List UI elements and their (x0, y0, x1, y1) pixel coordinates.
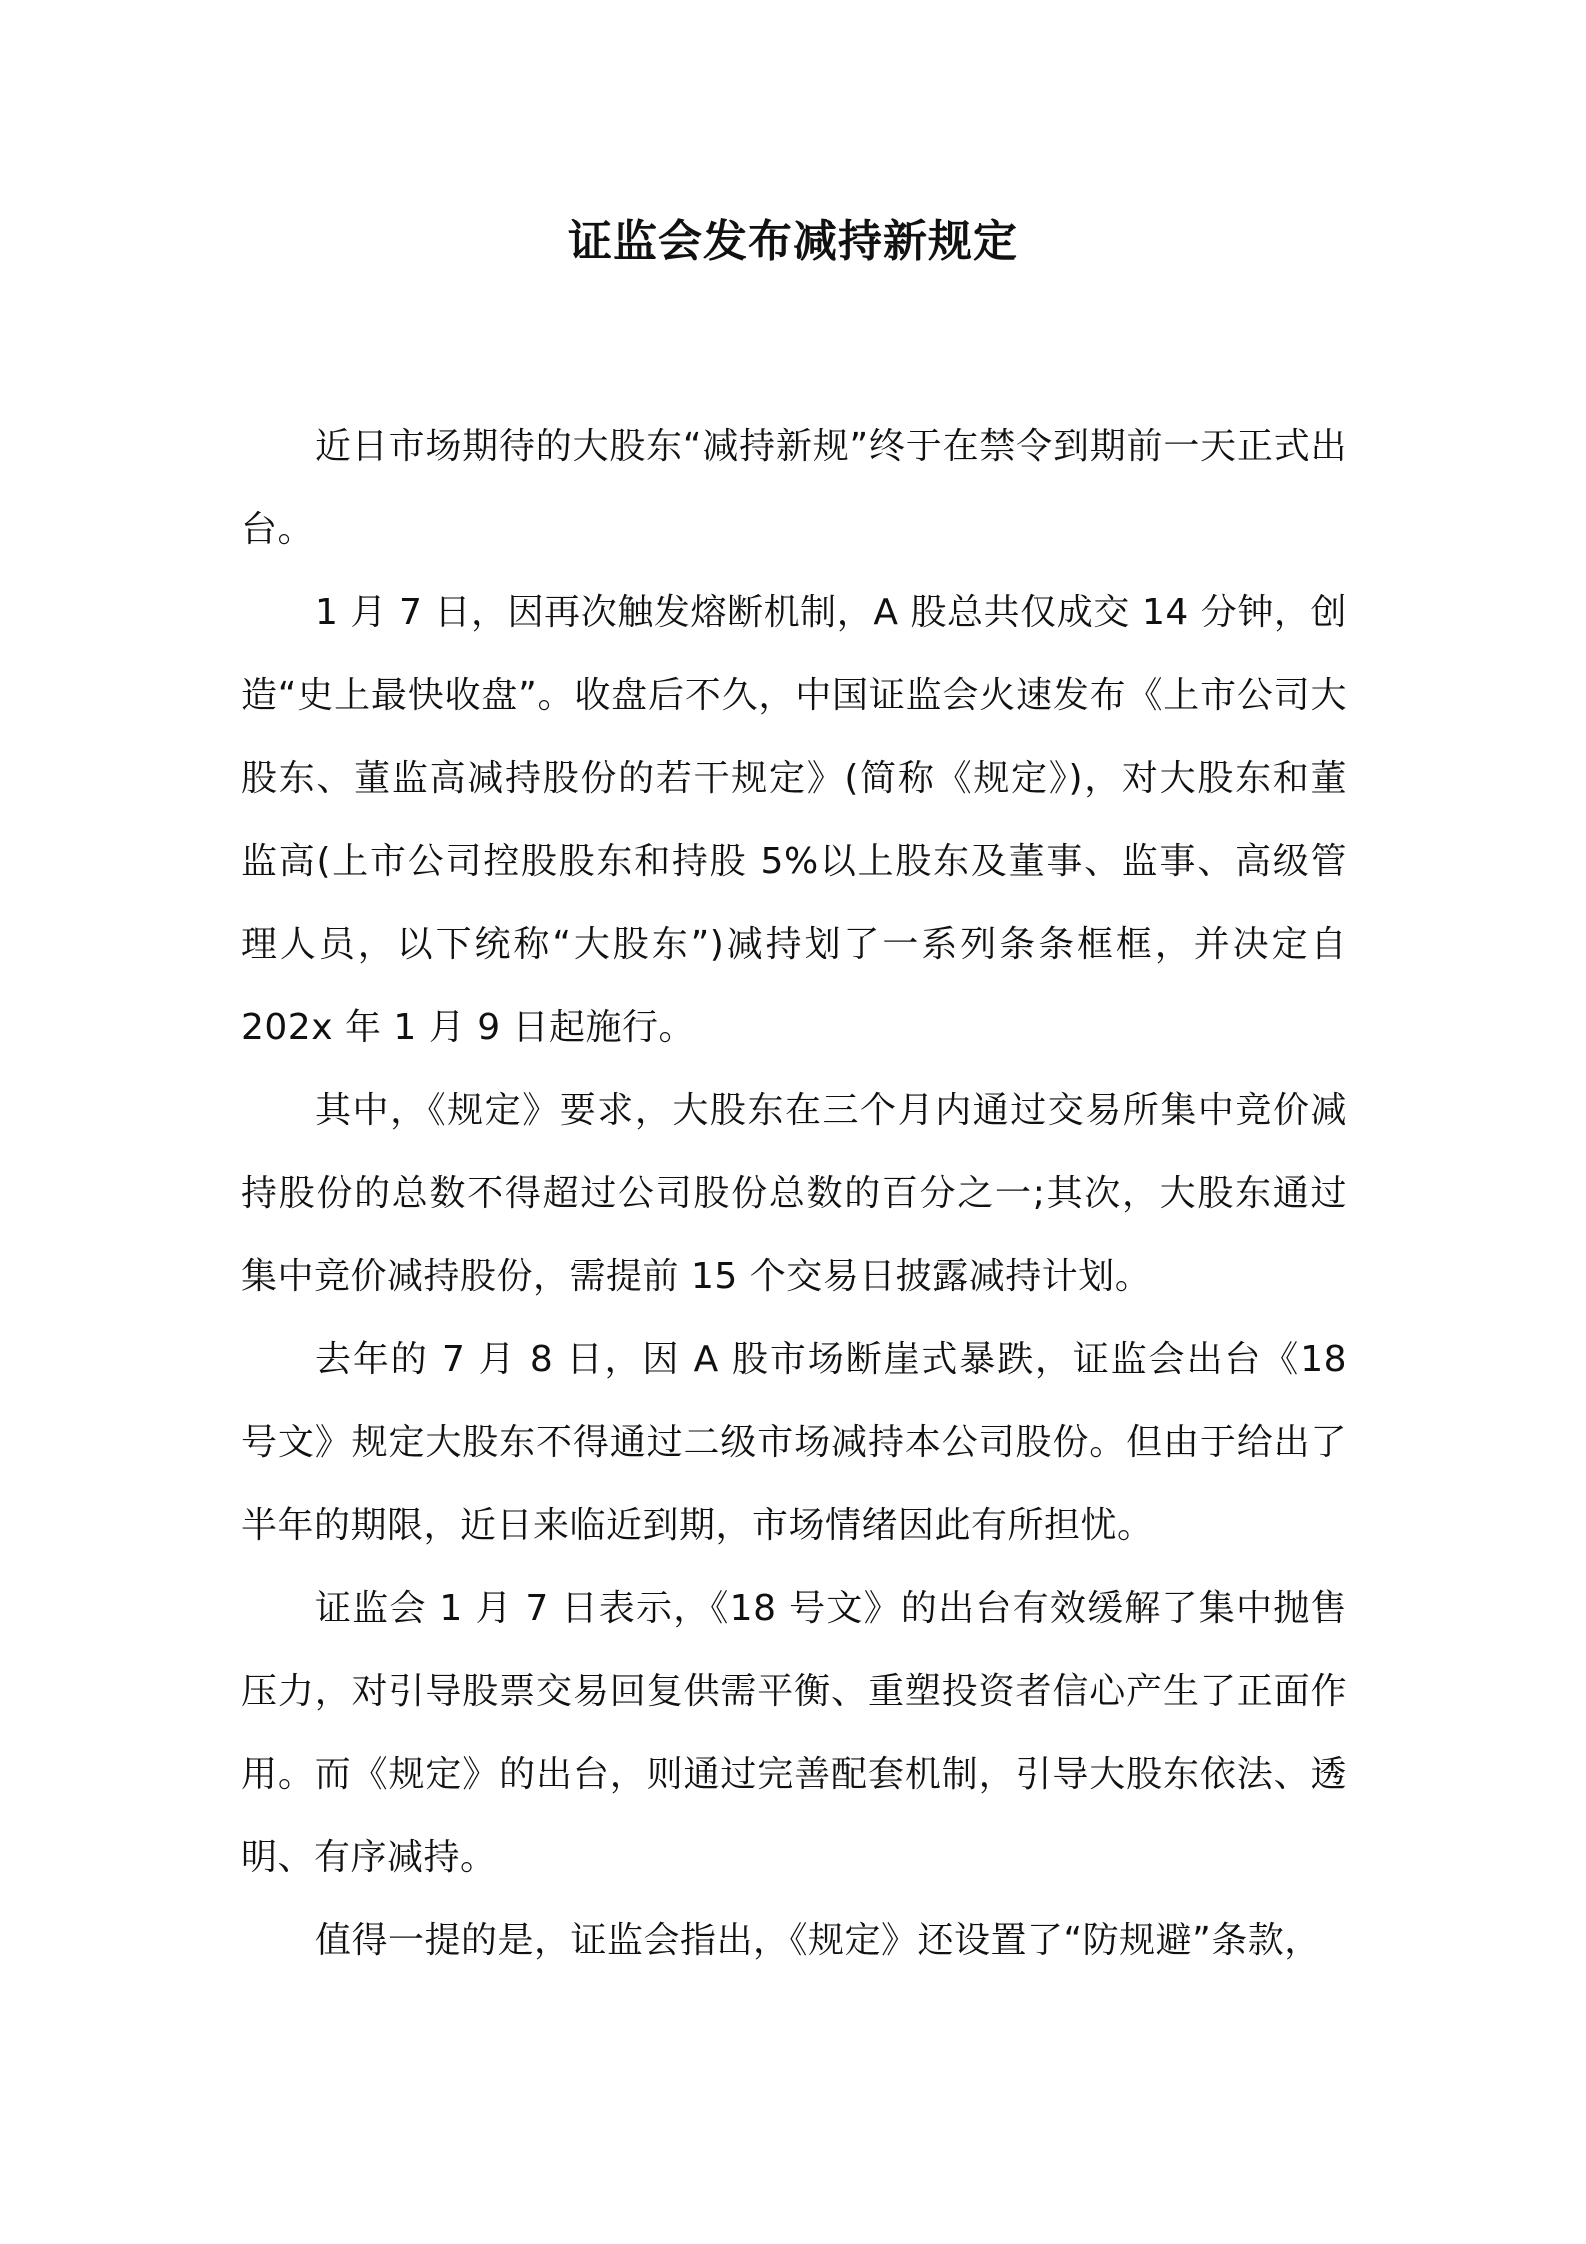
paragraph: 近日市场期待的大股东“减持新规”终于在禁令到期前一天正式出台。 (241, 426, 1347, 550)
document-title: 证监会发布减持新规定 (568, 216, 1018, 267)
paragraph: 1 月 7 日，因再次触发熔断机制，A 股总共仅成交 14 分钟，创造“史上最快收盘”。收盘后不久，中国证监会火速发布《上市公司大股东、董监高减持股份的若干规定》(简称《规定》)，对大股东和董监高(上市公司控股股东和持股 5%以上股东及董事、监事、高级管理人员，以下统称“大股东”)减持划了一系列条条框框，并决定自 202x 年 1 月 9 日起施行。 (241, 592, 1347, 1048)
paragraph: 证监会 1 月 7 日表示，《18 号文》的出台有效缓解了集中抛售压力，对引导股票交易回复供需平衡、重塑投资者信心产生了正面作用。而《规定》的出台，则通过完善配套机制，引导大股东依法、透明、有序减持。 (241, 1588, 1347, 1878)
document-body (241, 405, 1347, 1982)
paragraph: 去年的 7 月 8 日，因 A 股市场断崖式暴跌，证监会出台《18 号文》规定大股东不得通过二级市场减持本公司股份。但由于给出了半年的期限，近日来临近到期，市场情绪因此有所担忧。 (241, 1339, 1347, 1546)
paragraph: 值得一提的是，证监会指出，《规定》还设置了“防规避”条款， (315, 1920, 1321, 1961)
paragraph: 其中，《规定》要求，大股东在三个月内通过交易所集中竞价减持股份的总数不得超过公司股份总数的百分之一;其次，大股东通过集中竞价减持股份，需提前 15 个交易日披露减持计划。 (241, 1090, 1347, 1297)
